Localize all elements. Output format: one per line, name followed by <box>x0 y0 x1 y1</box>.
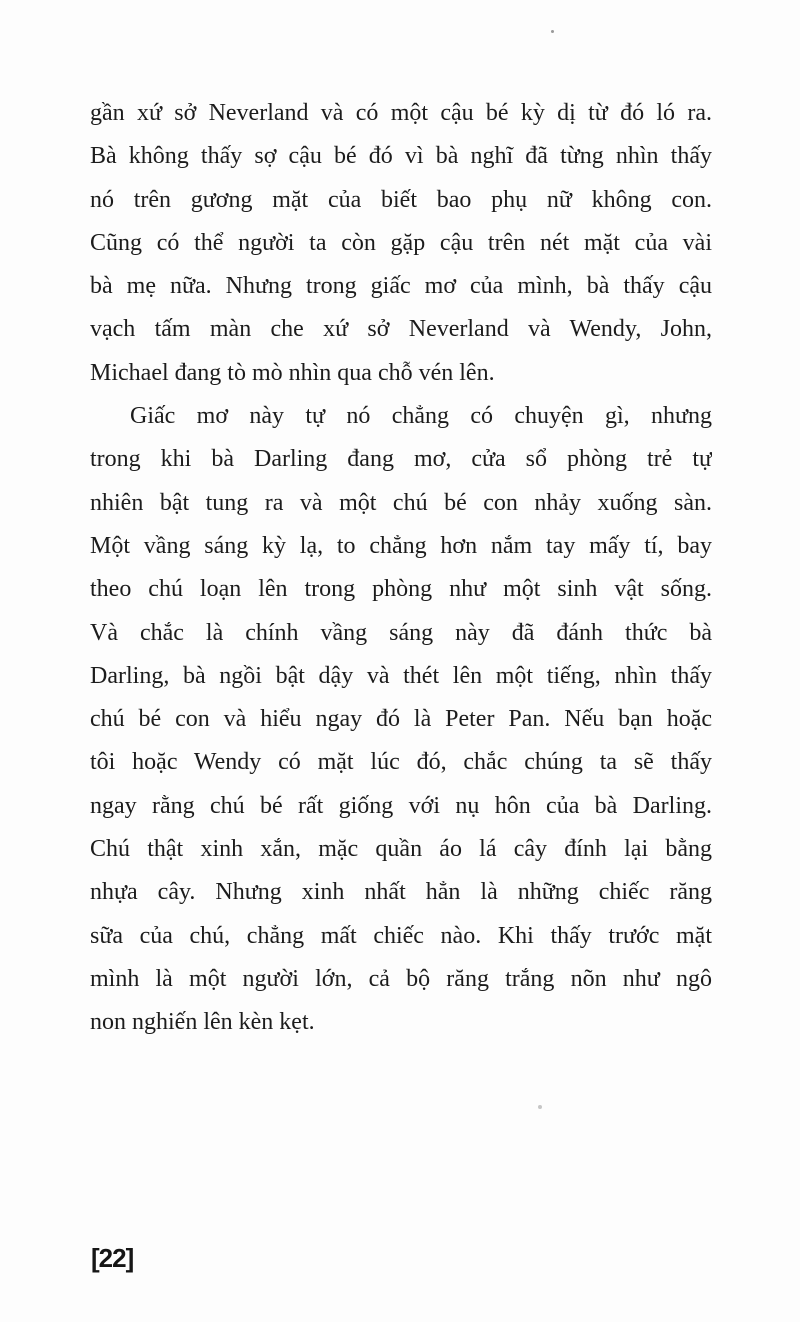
text-line: Darling, bà ngồi bật dậy và thét lên một tiếng, nhìn thấy <box>90 662 712 689</box>
text-line: chú bé con và hiểu ngay đó là Peter Pan. Nếu bạn hoặc <box>90 706 712 733</box>
text-line: Michael đang tò mò nhìn qua chỗ vén lên. <box>90 359 495 386</box>
text-line: vạch tấm màn che xứ sở Neverland và Wendy, John, <box>90 316 712 343</box>
text-line: Bà không thấy sợ cậu bé đó vì bà nghĩ đã từng nhìn thấy <box>90 143 712 170</box>
text-line: theo chú loạn lên trong phòng như một sinh vật sống. <box>90 576 712 603</box>
text-line: nhiên bật tung ra và một chú bé con nhảy xuống sàn. <box>90 489 712 516</box>
text-line: tôi hoặc Wendy có mặt lúc đó, chắc chúng ta sẽ thấy <box>90 749 712 776</box>
text-line: bà mẹ nữa. Nhưng trong giấc mơ của mình, bà thấy cậu <box>90 273 712 300</box>
text-line: Và chắc là chính vầng sáng này đã đánh thức bà <box>90 619 712 646</box>
text-line: Một vầng sáng kỳ lạ, to chẳng hơn nắm tay mấy tí, bay <box>90 532 712 559</box>
text-line: sữa của chú, chẳng mất chiếc nào. Khi thấy trước mặt <box>90 922 712 949</box>
text-line: nó trên gương mặt của biết bao phụ nữ không con. <box>90 186 712 213</box>
scan-speck-middle <box>538 1105 542 1109</box>
text-line: trong khi bà Darling đang mơ, cửa sổ phòng trẻ tự <box>90 446 712 473</box>
text-line: Chú thật xinh xắn, mặc quần áo lá cây đính lại bằng <box>90 836 712 863</box>
text-line: nhựa cây. Nhưng xinh nhất hẳn là những chiếc răng <box>90 879 712 906</box>
text-line: ngay rằng chú bé rất giống với nụ hôn của bà Darling. <box>90 792 712 819</box>
text-line: Cũng có thể người ta còn gặp cậu trên nét mặt của vài <box>90 229 712 256</box>
text-line: mình là một người lớn, cả bộ răng trắng nõn như ngô <box>90 965 712 992</box>
text-line: Giấc mơ này tự nó chẳng có chuyện gì, nhưng <box>130 403 712 430</box>
page-number: [22] <box>91 1243 134 1273</box>
text-line: non nghiến lên kèn kẹt. <box>90 1009 315 1036</box>
text-line: gần xứ sở Neverland và có một cậu bé kỳ dị từ đó ló ra. <box>90 100 712 126</box>
scan-speck-top <box>551 30 554 33</box>
body-text <box>90 92 712 1045</box>
